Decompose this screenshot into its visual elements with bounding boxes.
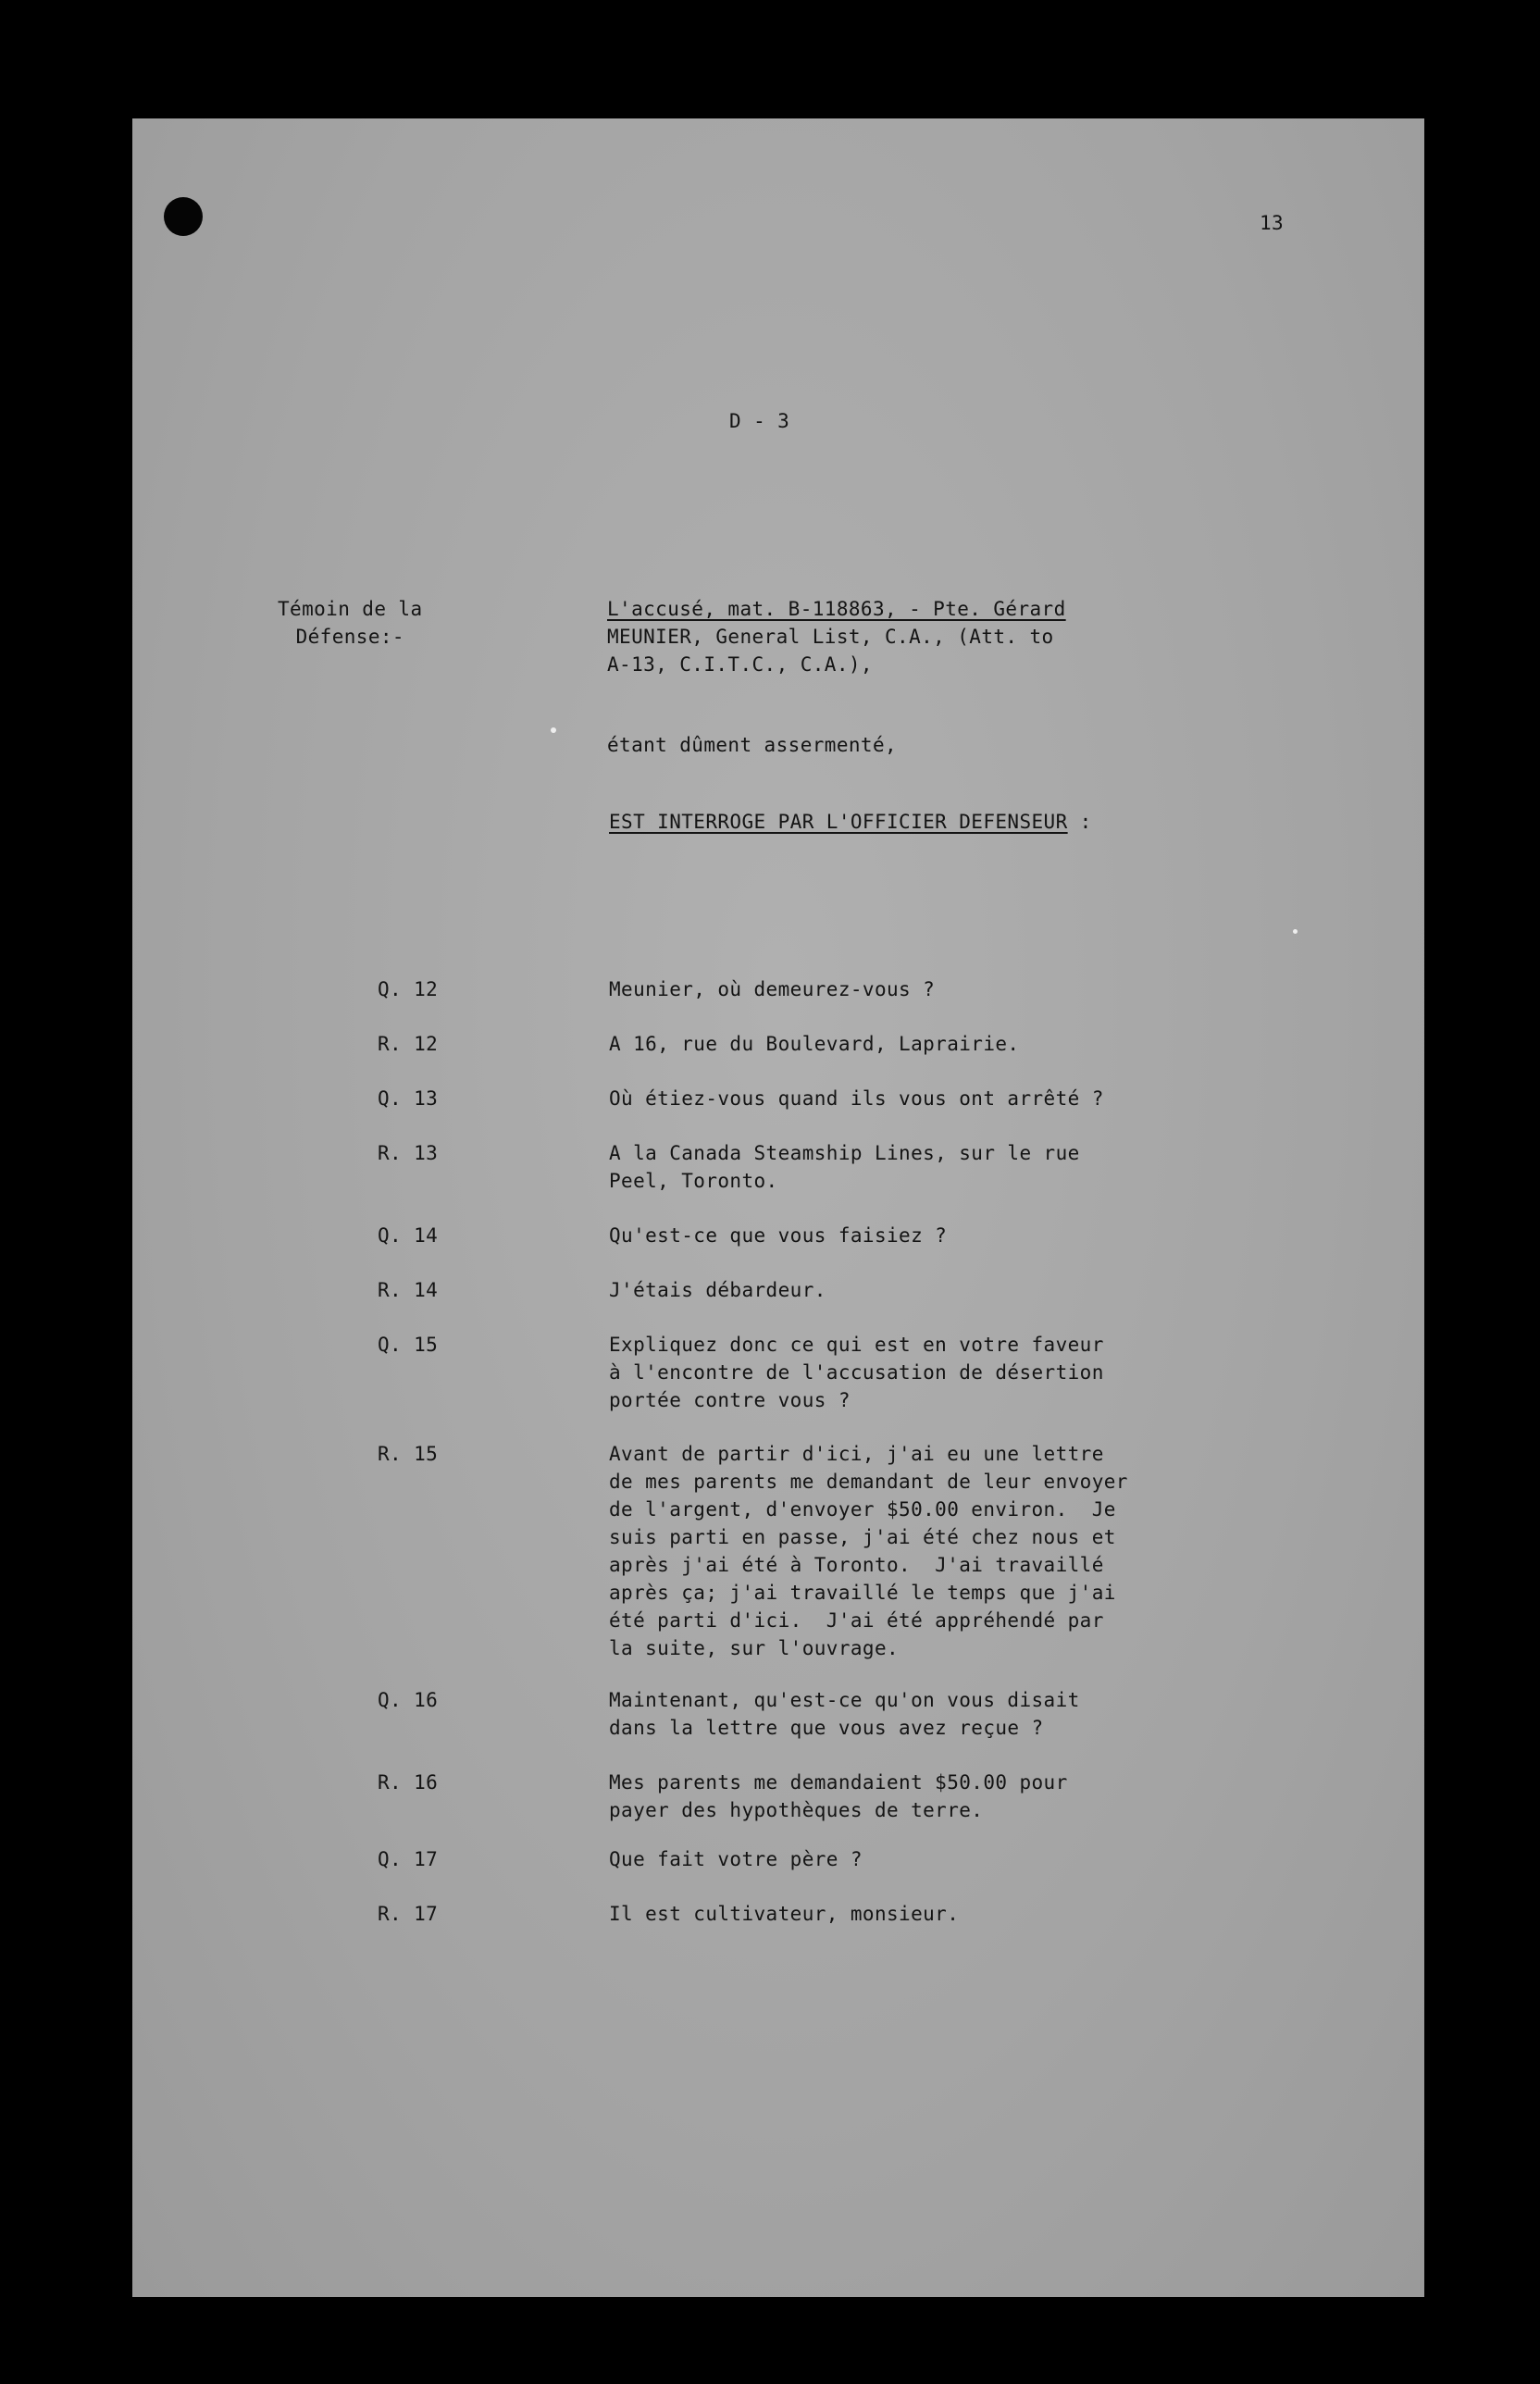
qa-line: Que fait votre père ? (609, 1848, 863, 1870)
document-page (132, 118, 1424, 2297)
qa-line: Maintenant, qu'est-ce qu'on vous disait (609, 1689, 1080, 1711)
paper-speck (551, 727, 556, 733)
answer-text (609, 1769, 1201, 1824)
qa-label: R. 14 (378, 1279, 439, 1301)
witness-label (278, 595, 423, 651)
qa-label: R. 15 (378, 1443, 439, 1465)
answer-text (609, 1276, 1201, 1304)
qa-label: Q. 16 (378, 1689, 439, 1711)
qa-line: après j'ai été à Toronto. J'ai travaillé (609, 1554, 1104, 1576)
qa-label: R. 16 (378, 1771, 439, 1794)
qa-line: dans la lettre que vous avez reçue ? (609, 1717, 1044, 1739)
paper-speck (1293, 929, 1298, 934)
question-text (609, 975, 1201, 1003)
qa-line: J'étais débardeur. (609, 1279, 826, 1301)
witness-name-line3: A-13, C.I.T.C., C.A.), (607, 653, 873, 676)
section-heading: D - 3 (729, 410, 790, 432)
qa-label: R. 17 (378, 1903, 439, 1925)
qa-line: payer des hypothèques de terre. (609, 1799, 984, 1821)
qa-line: après ça; j'ai travaillé le temps que j'ai (609, 1582, 1116, 1604)
qa-line: de l'argent, d'envoyer $50.00 environ. Je (609, 1498, 1116, 1521)
page-number: 13 (1260, 212, 1285, 234)
witness-name-line2: MEUNIER, General List, C.A., (Att. to (607, 626, 1054, 648)
witness-name (607, 595, 1066, 678)
witness-label-line2: Défense:- (295, 626, 404, 648)
sworn-statement: étant dûment assermenté, (607, 734, 898, 756)
qa-line: été parti d'ici. J'ai été appréhendé par (609, 1609, 1104, 1632)
examination-heading-text: EST INTERROGE PAR L'OFFICIER DEFENSEUR (609, 811, 1068, 833)
answer-text (609, 1030, 1201, 1058)
qa-line: A la Canada Steamship Lines, sur le rue (609, 1142, 1080, 1164)
qa-label: Q. 12 (378, 978, 439, 1000)
qa-label: R. 12 (378, 1033, 439, 1055)
qa-label: Q. 14 (378, 1224, 439, 1247)
punch-hole (164, 197, 203, 236)
question-text (609, 1686, 1201, 1742)
qa-line: Expliquez donc ce qui est en votre faveur (609, 1334, 1104, 1356)
qa-line: Qu'est-ce que vous faisiez ? (609, 1224, 948, 1247)
qa-line: la suite, sur l'ouvrage. (609, 1637, 900, 1659)
question-text (609, 1845, 1201, 1873)
qa-line: A 16, rue du Boulevard, Laprairie. (609, 1033, 1020, 1055)
examination-heading-colon: : (1067, 811, 1092, 833)
answer-text (609, 1900, 1201, 1928)
qa-label: Q. 17 (378, 1848, 439, 1870)
answer-text (609, 1440, 1201, 1662)
qa-line: portée contre vous ? (609, 1389, 851, 1411)
qa-line: de mes parents me demandant de leur envoyer (609, 1471, 1128, 1493)
qa-line: suis parti en passe, j'ai été chez nous et (609, 1526, 1116, 1548)
qa-line: Mes parents me demandaient $50.00 pour (609, 1771, 1068, 1794)
witness-label-line1: Témoin de la (278, 598, 423, 620)
question-text (609, 1085, 1201, 1112)
qa-line: Où étiez-vous quand ils vous ont arrêté ? (609, 1087, 1104, 1110)
examination-heading (609, 808, 1092, 836)
qa-line: Peel, Toronto. (609, 1170, 778, 1192)
qa-label: R. 13 (378, 1142, 439, 1164)
qa-line: Avant de partir d'ici, j'ai eu une lettre (609, 1443, 1104, 1465)
witness-name-line1: L'accusé, mat. B-118863, - Pte. Gérard (607, 598, 1066, 620)
question-text (609, 1222, 1201, 1249)
qa-label: Q. 15 (378, 1334, 439, 1356)
question-text (609, 1331, 1201, 1414)
qa-line: à l'encontre de l'accusation de désertion (609, 1361, 1104, 1384)
answer-text (609, 1139, 1201, 1195)
qa-line: Il est cultivateur, monsieur. (609, 1903, 960, 1925)
qa-label: Q. 13 (378, 1087, 439, 1110)
qa-line: Meunier, où demeurez-vous ? (609, 978, 936, 1000)
